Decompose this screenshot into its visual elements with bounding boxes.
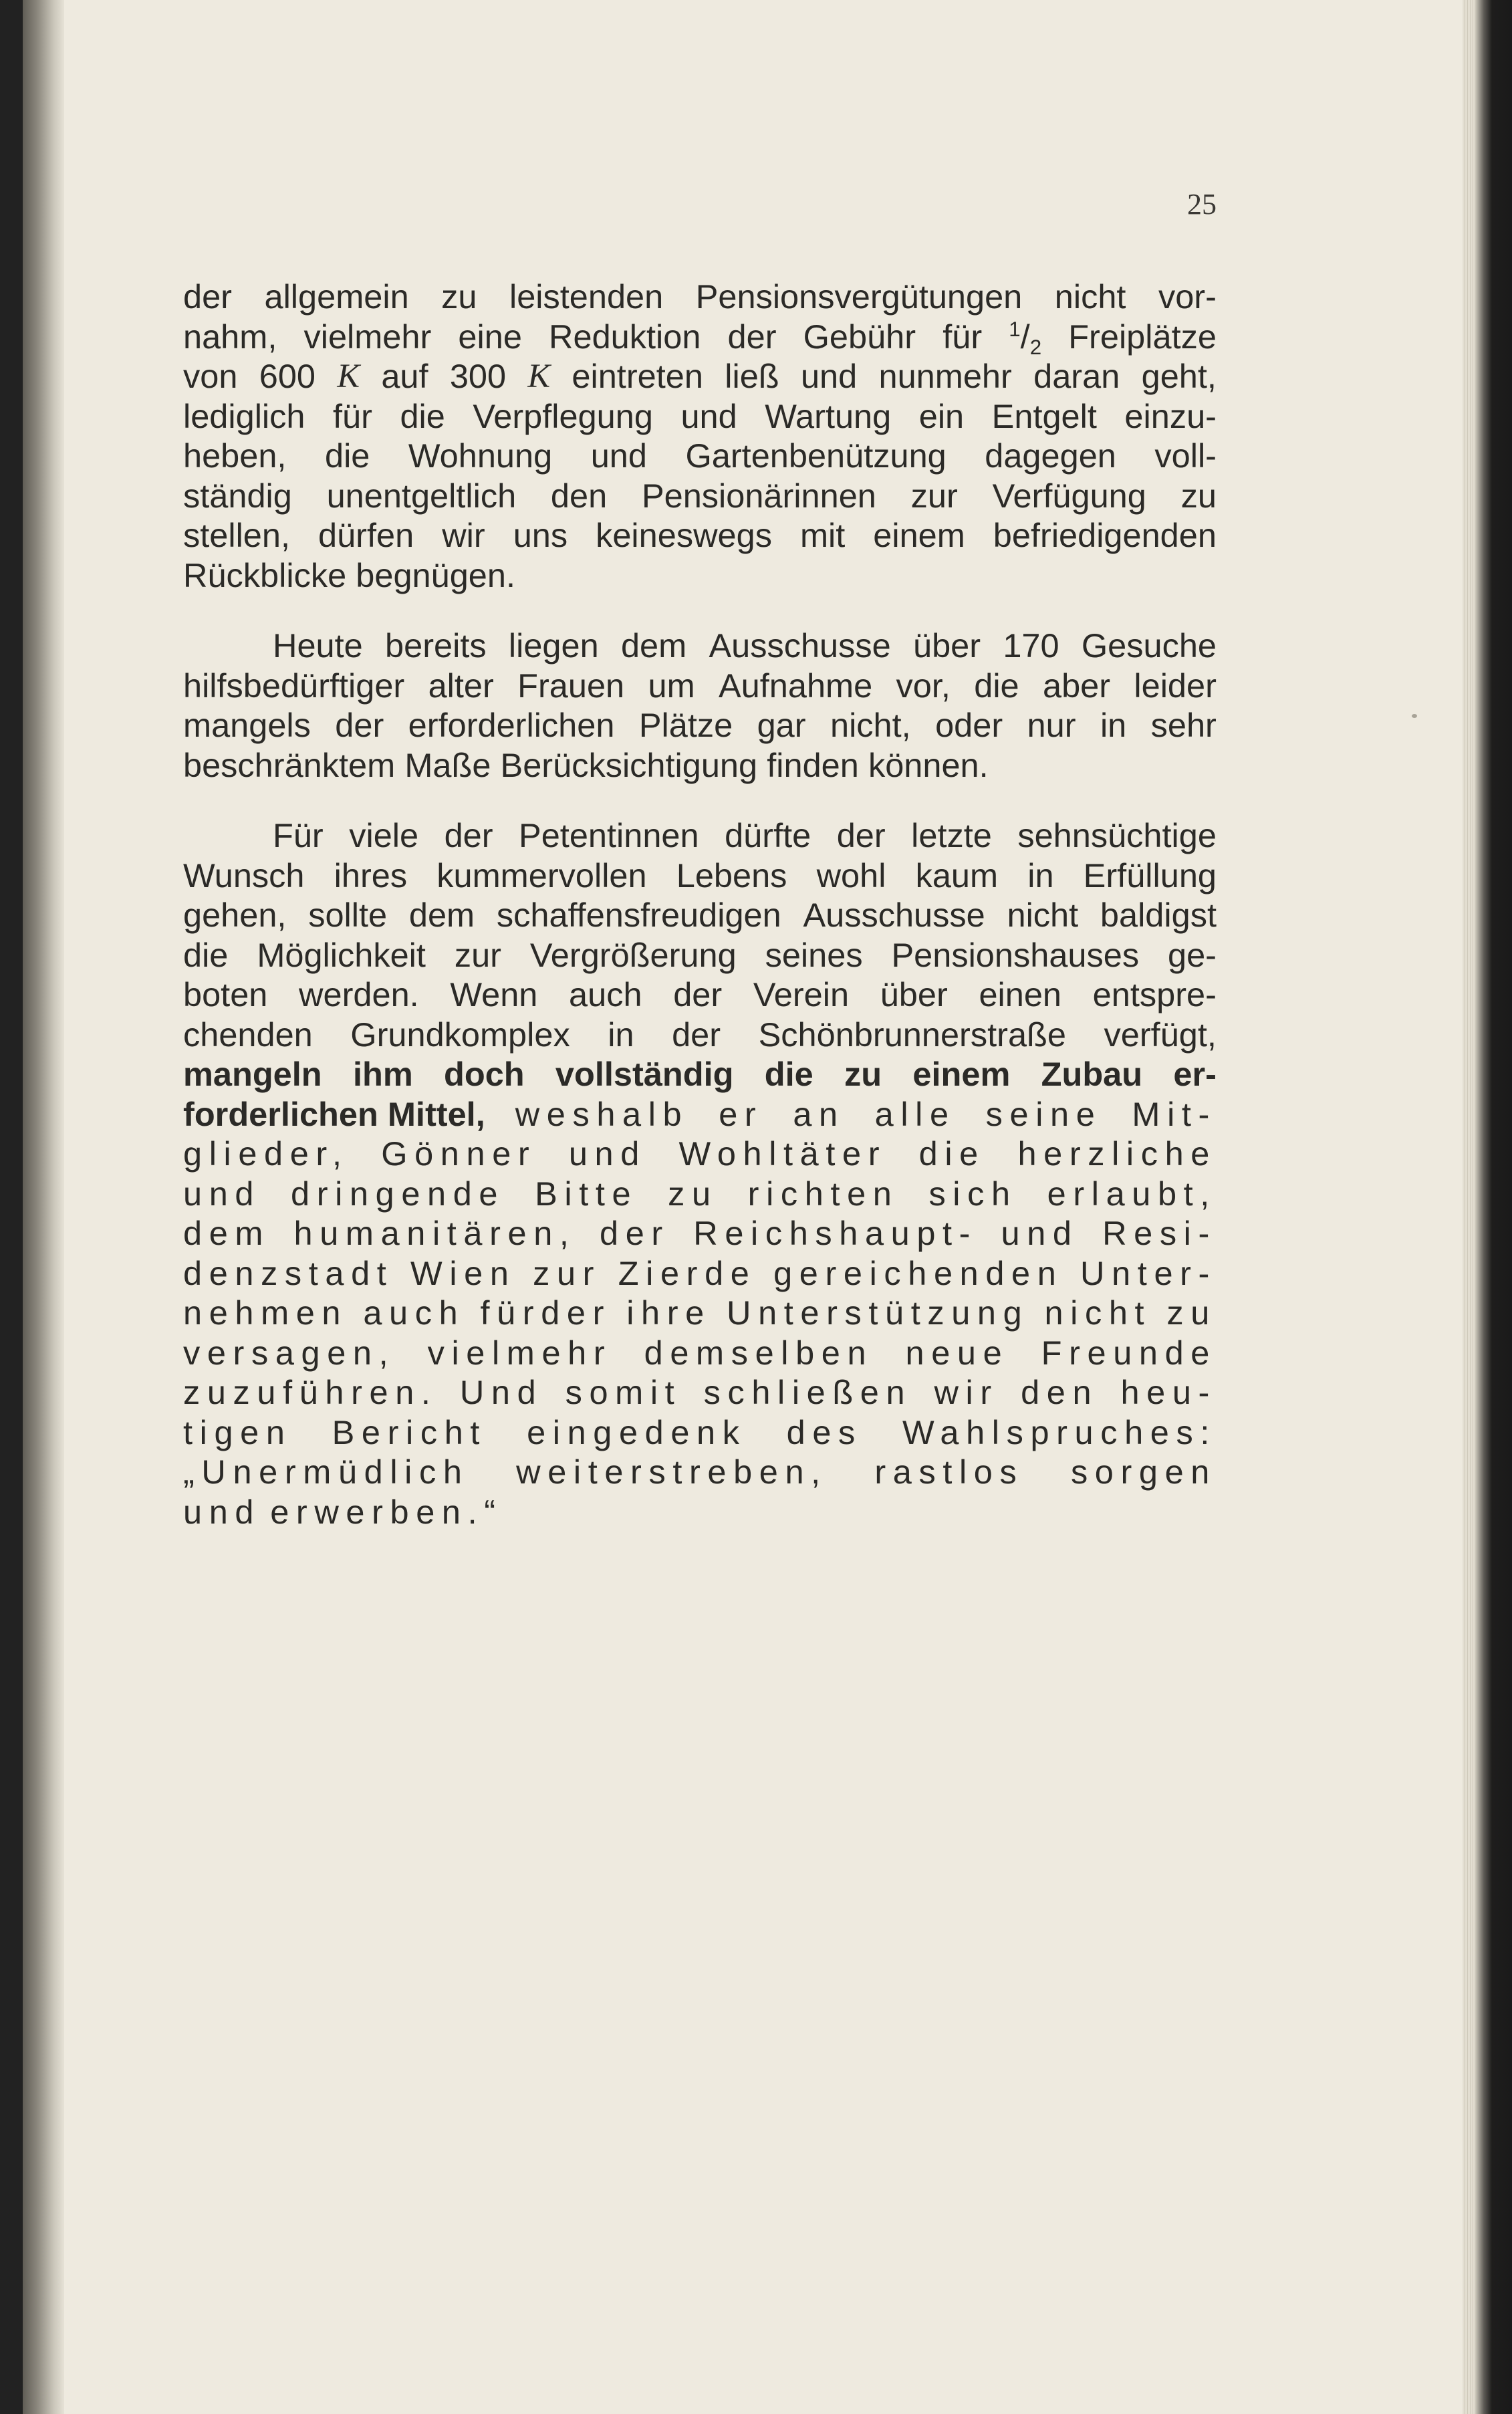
word: auch <box>363 1294 465 1332</box>
word: Heute <box>273 626 363 665</box>
word: alter <box>428 666 494 705</box>
word: sorgen <box>1070 1453 1217 1491</box>
word: der <box>335 706 384 744</box>
word: seine <box>985 1094 1102 1133</box>
word: der <box>183 277 232 316</box>
word: ließ <box>725 357 779 395</box>
word: Vergrößerung <box>529 935 737 974</box>
word: der <box>600 1214 670 1252</box>
text-line <box>183 556 1217 596</box>
text-line <box>183 1174 1217 1214</box>
word: allgemein <box>264 277 409 316</box>
text-line <box>183 1253 1217 1294</box>
word: Zubau <box>1041 1055 1143 1093</box>
word: einem <box>873 516 965 554</box>
word: forderlichen Mittel, <box>183 1094 485 1133</box>
word: Lebens <box>676 856 787 894</box>
text-line <box>183 935 1217 975</box>
word: voll- <box>1154 437 1217 475</box>
page-stack-edge <box>1463 0 1475 2414</box>
word: heben, <box>183 437 287 475</box>
word: vor, <box>896 666 951 705</box>
word: sehnsüchtige <box>1017 816 1217 854</box>
word: chenden <box>183 1015 313 1054</box>
word: Verpflegung <box>473 396 653 435</box>
text-line <box>183 745 1217 786</box>
word: Petentinnen <box>519 816 699 854</box>
word: Wien <box>410 1253 516 1292</box>
word: lediglich <box>183 396 305 435</box>
word: in <box>1100 706 1127 744</box>
word: Unter- <box>1080 1253 1217 1292</box>
word: denzstadt <box>183 1253 394 1292</box>
word: Maße <box>404 745 491 784</box>
text-line <box>183 1333 1217 1373</box>
word: beschränktem <box>183 745 396 784</box>
word: dagegen <box>985 437 1116 475</box>
word: mangeln <box>183 1055 322 1093</box>
word: zu <box>668 1174 718 1213</box>
word: dringende <box>291 1174 505 1213</box>
word: Reichshaupt- <box>693 1214 978 1252</box>
word: gereichenden <box>773 1253 1063 1292</box>
word: Gartenbenützung <box>685 437 947 475</box>
word: zur <box>910 476 958 515</box>
word: Gesuche <box>1081 626 1217 665</box>
word: entspre- <box>1092 975 1217 1013</box>
word: K <box>527 357 551 394</box>
text-line <box>183 705 1217 745</box>
word: schließen <box>703 1373 912 1411</box>
word: er <box>719 1094 763 1133</box>
word: Aufnahme <box>718 666 873 705</box>
word: und <box>183 1492 261 1531</box>
word: Pensionsvergütungen <box>695 277 1023 316</box>
word: nahm, <box>183 317 277 356</box>
word: Freiplätze <box>1068 317 1217 356</box>
word: einen <box>979 975 1062 1013</box>
word: die <box>400 396 445 435</box>
word: nehmen <box>183 1294 348 1332</box>
text-line <box>183 1134 1217 1174</box>
text-line <box>183 317 1217 357</box>
text-line <box>183 1293 1217 1333</box>
word: ihm <box>352 1055 413 1093</box>
word: kaum <box>915 856 999 894</box>
word: verfügt, <box>1104 1015 1217 1054</box>
word: des <box>786 1413 862 1451</box>
word: mangels <box>183 706 311 744</box>
word: letzte <box>911 816 992 854</box>
word: und <box>800 357 858 395</box>
word: glieder, <box>183 1134 349 1173</box>
word: Und <box>459 1373 543 1411</box>
word: Berücksichtigung <box>500 745 758 784</box>
word: Entgelt <box>991 396 1097 435</box>
word: Wunsch <box>183 856 305 894</box>
word: auf <box>381 357 428 395</box>
word: zu <box>441 277 477 316</box>
word: vielmehr <box>303 317 432 356</box>
word: dem <box>183 1214 271 1252</box>
word: zur <box>533 1253 602 1292</box>
word: und <box>183 1174 261 1213</box>
word: dürfen <box>318 516 414 554</box>
word: Freunde <box>1041 1333 1217 1372</box>
word: nunmehr <box>878 357 1012 395</box>
text-line <box>183 436 1217 476</box>
word: vor- <box>1158 277 1217 316</box>
word: der <box>727 317 777 356</box>
text-line <box>183 396 1217 437</box>
word: aber <box>1042 666 1111 705</box>
word: Wenn <box>450 975 538 1013</box>
word: sich <box>928 1174 1017 1213</box>
word: an <box>793 1094 845 1133</box>
word: wir <box>934 1373 999 1411</box>
word: Pensionshauses <box>891 935 1140 974</box>
word: der <box>673 975 723 1013</box>
word: die <box>324 437 370 475</box>
word: doch <box>444 1055 525 1093</box>
word: die <box>918 1134 985 1173</box>
paragraph-gap <box>183 595 1217 626</box>
word: zu <box>1166 1294 1217 1332</box>
word: und <box>1001 1214 1079 1252</box>
word: Wohltäter <box>678 1134 887 1173</box>
word: „Unermüdlich <box>183 1453 469 1491</box>
word: 600 <box>259 357 316 395</box>
word: demselben <box>644 1333 874 1372</box>
word: von <box>183 357 238 395</box>
body-text <box>183 277 1217 1532</box>
word: Möglichkeit <box>257 935 426 974</box>
word: seines <box>765 935 863 974</box>
word: Verfügung <box>992 476 1146 515</box>
word: geht, <box>1141 357 1217 395</box>
word: in <box>608 1015 634 1054</box>
word: nicht, <box>830 706 911 744</box>
word: gar <box>757 706 806 744</box>
text-line <box>183 816 1217 856</box>
word: der <box>444 816 493 854</box>
book-right-edge <box>1475 0 1512 2414</box>
word: mit <box>799 516 846 554</box>
word: dürfte <box>725 816 811 854</box>
word: Grundkomplex <box>350 1015 570 1054</box>
text-line <box>183 1094 1217 1134</box>
word: eingedenk <box>527 1413 747 1451</box>
word: Mit- <box>1132 1094 1217 1133</box>
word: die <box>183 935 229 974</box>
word: ge- <box>1167 935 1217 974</box>
paragraph-2 <box>183 626 1217 785</box>
text-line <box>183 476 1217 516</box>
word: humanitären, <box>293 1214 576 1252</box>
word: weshalb <box>515 1094 689 1133</box>
word: Schönbrunnerstraße <box>758 1015 1066 1054</box>
word: er- <box>1173 1055 1217 1093</box>
word: Plätze <box>638 706 733 744</box>
word: erforderlichen <box>408 706 615 744</box>
word: liegen <box>508 626 599 665</box>
word: dem <box>408 896 475 934</box>
text-line <box>183 356 1217 396</box>
text-line <box>183 1015 1217 1055</box>
word: zu <box>1180 476 1217 515</box>
word: zu <box>844 1055 882 1093</box>
word: Gönner <box>381 1134 537 1173</box>
word: bereits <box>385 626 487 665</box>
word: Bitte <box>535 1174 638 1213</box>
word: eine <box>458 317 522 356</box>
paragraph-1 <box>183 277 1217 595</box>
word: rastlos <box>874 1453 1024 1491</box>
word: den <box>550 476 608 515</box>
word: gehen, <box>183 896 287 934</box>
word: hilfsbedürftiger <box>183 666 405 705</box>
text-line <box>183 1492 1217 1532</box>
word: über <box>880 975 948 1013</box>
word: kummervollen <box>436 856 647 894</box>
word: für <box>942 317 983 356</box>
word: wohl <box>816 856 886 894</box>
word: ständig <box>183 476 292 515</box>
word: Wartung <box>765 396 892 435</box>
word: heu- <box>1120 1373 1217 1411</box>
word: Frauen <box>517 666 625 705</box>
word: vollständig <box>555 1055 734 1093</box>
word: vielmehr <box>427 1333 612 1372</box>
word: K <box>337 357 360 394</box>
word: begnügen. <box>356 556 516 594</box>
word: herzliche <box>1017 1134 1217 1173</box>
word: schaffensfreudigen <box>496 896 781 934</box>
word: ein <box>918 396 965 435</box>
word: Wahlspruches: <box>902 1413 1217 1451</box>
word: und <box>568 1134 646 1173</box>
word: nicht <box>1044 1294 1152 1332</box>
text-line <box>183 666 1217 706</box>
word: daran <box>1033 357 1120 395</box>
text-line <box>183 626 1217 666</box>
word: die <box>764 1055 813 1093</box>
word: richten <box>747 1174 899 1213</box>
text-line <box>183 1452 1217 1492</box>
word: oder <box>935 706 1003 744</box>
text-line <box>183 515 1217 556</box>
word: wir <box>442 516 485 554</box>
page-number: 25 <box>1187 188 1217 221</box>
word: stellen, <box>183 516 291 554</box>
paragraph-gap <box>183 785 1217 816</box>
word: Für <box>273 816 324 854</box>
word: Rückblicke <box>183 556 347 594</box>
word: in <box>1027 856 1054 894</box>
word: leider <box>1134 666 1217 705</box>
word: den <box>1021 1373 1099 1411</box>
word: können. <box>868 745 989 784</box>
word: einzu- <box>1124 396 1217 435</box>
word: uns <box>513 516 568 554</box>
text-line <box>183 1413 1217 1453</box>
word: dem <box>620 626 687 665</box>
word: nur <box>1027 706 1076 744</box>
word: Gebühr <box>803 317 916 356</box>
word: für <box>333 396 372 435</box>
word: die <box>974 666 1019 705</box>
text-line <box>183 1213 1217 1253</box>
text-line <box>183 856 1217 896</box>
word: tigen <box>183 1413 292 1451</box>
word: nicht <box>1054 277 1126 316</box>
word: und <box>590 437 647 475</box>
word: über <box>913 626 981 665</box>
word: 170 <box>1003 626 1059 665</box>
word: Verein <box>753 975 850 1013</box>
word: ihres <box>334 856 408 894</box>
word: erlaubt, <box>1047 1174 1217 1213</box>
word: alle <box>874 1094 956 1133</box>
word: ihre <box>626 1294 711 1332</box>
word: der <box>672 1015 721 1054</box>
word: unentgeltlich <box>326 476 517 515</box>
text-line <box>183 975 1217 1015</box>
word: Ausschusse <box>803 896 985 934</box>
word: finden <box>767 745 859 784</box>
word: werden. <box>299 975 419 1013</box>
paper-speck <box>1412 714 1417 718</box>
word: Erfüllung <box>1083 856 1217 894</box>
paragraph-3 <box>183 816 1217 1532</box>
word: weiterstreben, <box>516 1453 828 1491</box>
word: fürder <box>480 1294 612 1332</box>
word: Pensionärinnen <box>641 476 876 515</box>
word: $^1$/2 <box>1009 317 1042 359</box>
word: und <box>680 396 737 435</box>
text-line <box>183 895 1217 935</box>
word: sollte <box>308 896 388 934</box>
word: somit <box>565 1373 682 1411</box>
word: der <box>836 816 886 854</box>
word: boten <box>183 975 268 1013</box>
word: viele <box>349 816 419 854</box>
word: um <box>648 666 695 705</box>
word: einem <box>912 1055 1011 1093</box>
word: zur <box>454 935 501 974</box>
binding-dark-edge <box>0 0 23 2414</box>
word: sehr <box>1150 706 1217 744</box>
text-line <box>183 1372 1217 1413</box>
word: leistenden <box>509 277 664 316</box>
word: eintreten <box>572 357 703 395</box>
word: Resi- <box>1102 1214 1217 1252</box>
word: baldigst <box>1100 896 1217 934</box>
word: versagen, <box>183 1333 396 1372</box>
word: nicht <box>1007 896 1079 934</box>
word: befriedigenden <box>993 516 1217 554</box>
word: neue <box>905 1333 1009 1372</box>
word: Unterstützung <box>727 1294 1029 1332</box>
text-line <box>183 1054 1217 1094</box>
word: Reduktion <box>549 317 701 356</box>
word: Ausschusse <box>709 626 891 665</box>
word: Zierde <box>618 1253 757 1292</box>
word: Bericht <box>332 1413 487 1451</box>
word: erwerben.“ <box>270 1492 503 1531</box>
word: keineswegs <box>596 516 772 554</box>
word: 300 <box>449 357 507 395</box>
word: auch <box>569 975 642 1013</box>
word: Wohnung <box>408 437 553 475</box>
text-line <box>183 277 1217 317</box>
word: zuzuführen. <box>183 1373 438 1411</box>
